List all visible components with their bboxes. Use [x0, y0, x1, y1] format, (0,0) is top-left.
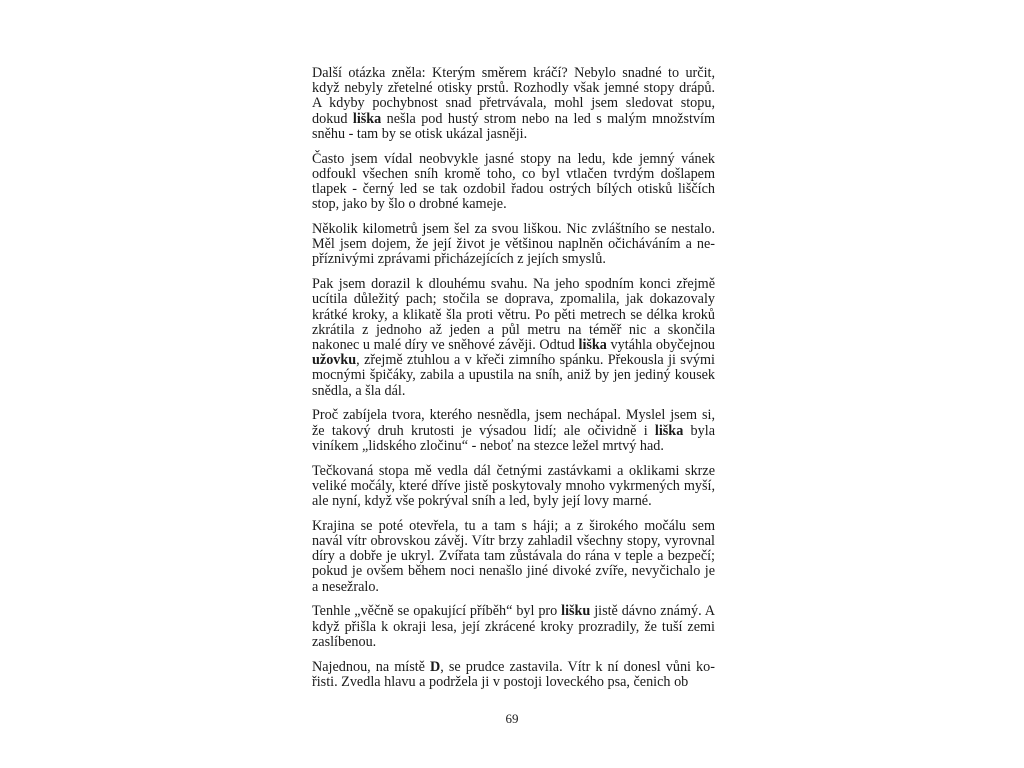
text-run: byla viníkem „lidského zločinu“ - neboť na stezce ležel mrtvý had. [312, 422, 715, 454]
text-run: Pak jsem dorazil k dlouhému svahu. Na jeho spodním konci zřejmě ucítila důležitý pach; stočila se doprava, zpomalila, jak dokazovaly krátké kroky, a klikatě šla proti větru. Po pěti metrech se délka kroků zkrátila z jednoho až jeden a půl metru na téměř nic a skončila nakonec u malé díry ve sněhové závěji. Odtud [312, 276, 715, 354]
page-body [312, 66, 715, 700]
paragraph [312, 604, 715, 650]
text-run: vytáhla obyčejnou [606, 337, 716, 354]
text-run: Krajina se poté otevřela, tu a tam s háji; a z širokého močálu sem navál vítr obrovskou závěj. Vítr brzy zahladil všechny stopy, vyrovnal díry a dobře je ukryl. Zvířata tam zůstávala do rána v teple a bezpečí; pokud je ovšem během noci nenašlo jiné divoké zvíře, nevyčichalo je a nesežralo. [312, 517, 715, 595]
emphasized-term: liška [654, 422, 684, 439]
text-run: jistě dávno známý. A když přišla k okraji lesa, její zkrácené kroky prozradily, že tuší zemi zaslíbenou. [312, 603, 715, 650]
text-run: Proč zabíjela tvora, kterého nesnědla, jsem nechápal. Myslel jsem si, že takový druh krutosti je výsadou lidí; ale očividně i [312, 407, 715, 439]
paragraph [312, 277, 715, 399]
text-run: Tečkovaná stopa mě vedla dál četnými zastávkami a oklikami skrze veliké močály, které dříve jistě poskytovaly mnoho vykrmených myší, ale nyní, když vše pokrýval sníh a led, byly její lovy marné. [312, 462, 715, 510]
text-run: Tenhle „věčně se opakující příběh“ byl pro [312, 603, 562, 620]
page-number: 69 [505, 711, 519, 726]
paragraph [312, 519, 715, 595]
text-run: nešla pod hustý strom nebo na led s malým množstvím sněhu - tam by se otisk ukázal jasněji. [312, 110, 716, 142]
paragraph [312, 66, 715, 142]
paragraph [312, 464, 715, 510]
text-run: , se prudce zastavila. Vítr k ní donesl vůni kořisti. Zvedla hlavu a podržela ji v postoji loveckého psa, čenich ob [312, 658, 715, 690]
emphasized-term: užovku [312, 352, 357, 369]
emphasized-term: D [430, 658, 441, 675]
emphasized-term: liška [352, 110, 382, 127]
text-run: Několik kilometrů jsem šel za svou liškou. Nic zvláštního se nestalo. Měl jsem dojem, že její život je většinou naplněn očicháváním a nepříznivými zprávami přicházejících z jejích smyslů. [312, 221, 715, 268]
paragraph [312, 660, 715, 690]
paragraph [312, 408, 715, 454]
paragraph [312, 152, 715, 213]
text-run: Najednou, na místě [312, 658, 431, 675]
text-run: Další otázka zněla: Kterým směrem kráčí? Nebylo snadné to určit, když nebyly zřetelné otisky prstů. Rozhodly však jemné stopy drápů. A kdyby pochybnost snad přetrvávala, mohl jsem sledovat stopu, dokud [312, 65, 715, 127]
emphasized-term: lišku [561, 603, 591, 620]
text-run: Často jsem vídal neobvykle jasné stopy na ledu, kde jemný vánek odfoukl všechen sníh kromě toho, co byl vtlačen tvrdým došlapem tlapek - černý led se tak ozdobil řadou ostrých bílých otisků liščích stop, jako by šlo o drobné kameje. [312, 150, 715, 213]
emphasized-term: liška [578, 337, 607, 354]
text-run: , zřejmě ztuhlou a v křeči zimního spánku. Překousla ji svými mocnými špičáky, zabila a upustila na sníh, aniž by jen jediný kousek snědla, a šla dál. [312, 352, 715, 399]
paragraph [312, 222, 715, 268]
